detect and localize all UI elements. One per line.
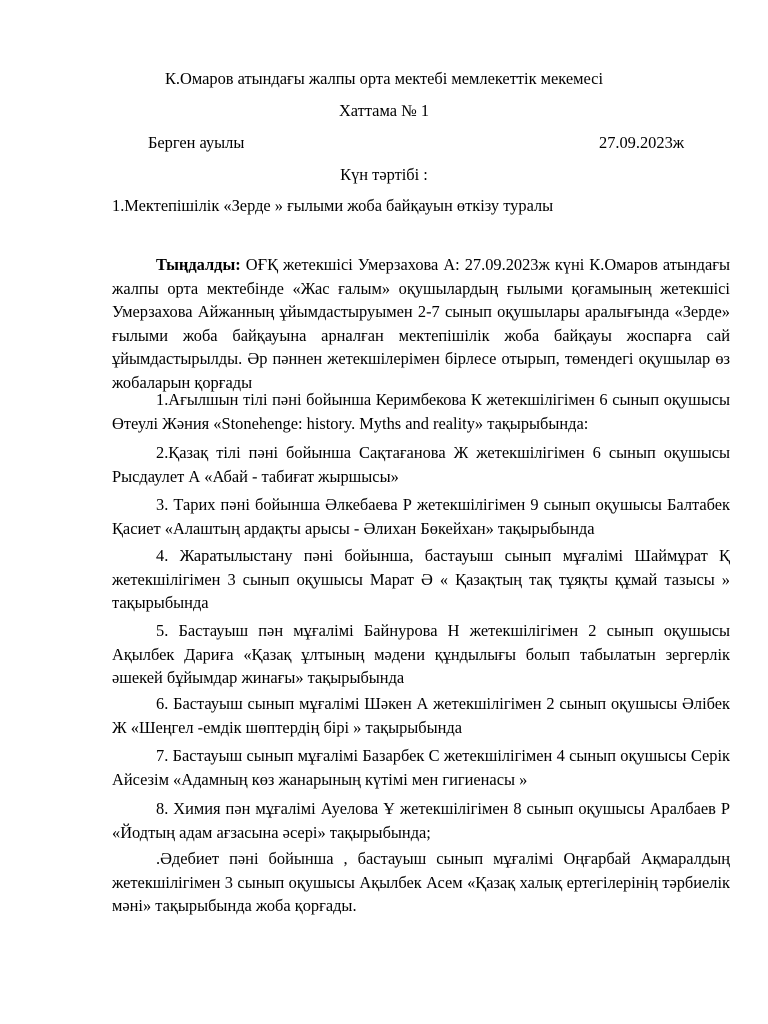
project-item: 4. Жаратылыстану пәні бойынша, бастауыш сынып мұғалімі Шаймұрат Қ жетекшілігімен 3 сынып оқушысы Марат Ә « Қазақтың тақ тұяқты құмай тазысы » тақырыбында	[112, 546, 730, 612]
agenda-title: Күн тәртібі :	[340, 165, 428, 184]
heard-paragraph	[112, 253, 730, 394]
agenda-item: 1.Мектепішілік «Зерде » ғылыми жоба байқауын өткізу туралы	[112, 196, 554, 215]
heard-label: Тыңдалды:	[156, 255, 241, 274]
project-item: .Әдебиет пәні бойынша , бастауыш сынып мұғалімі Оңғарбай Ақмаралдың жетекшілігімен 3 сынып оқушысы Ақылбек Асем «Қазақ халық ертегілерінің тәрбиелік мәні» тақырыбында жоба қорғады.	[112, 849, 730, 915]
project-item: 6. Бастауыш сынып мұғалімі Шәкен А жетекшілігімен 2 сынып оқушысы Әлібек Ж «Шеңгел -емдік шөптердің бірі » тақырыбында	[112, 694, 730, 737]
project-item: 8. Химия пән мұғалімі Ауелова Ұ жетекшілігімен 8 сынып оқушысы Аралбаев Р «Йодтың адам ағзасына әсері» тақырыбында;	[112, 799, 730, 842]
project-item: 2.Қазақ тілі пәні бойынша Сақтағанова Ж жетекшілігімен 6 сынып оқушысы Рысдаулет А «Абай - табиғат жыршысы»	[112, 443, 730, 486]
project-item: 3. Тарих пәні бойынша Әлкебаева Р жетекшілігімен 9 сынып оқушысы Балтабек Қасиет «Алаштың ардақты арысы - Әлихан Бөкейхан» тақырыбында	[112, 495, 730, 538]
protocol-date: 27.09.2023ж	[599, 133, 685, 152]
village-name: Берген ауылы	[148, 133, 245, 152]
project-item: 5. Бастауыш пән мұғалімі Байнурова Н жетекшілігімен 2 сынып оқушысы Ақылбек Дариға «Қазақ ұлтының мәдени құндылығы болып табылатын зергерлік әшекей бұйымдар жинағы» тақырыбында	[112, 621, 730, 687]
heard-text: ОҒҚ жетекшісі Умерзахова А: 27.09.2023ж күні К.Омаров атындағы жалпы орта мектебінде «Жас ғалым» оқушылардың ғылыми қоғамының жетекшісі Умерзахова Айжанның ұйымдастыруымен 2-7 сынып оқушылары аралығында «Зерде» ғылыми жоба байқауына арналған мектепішілік жоба байқауы жоспарға сай ұйымдастырылды. Әр пәннен жетекшілерімен бірлесе отырып, төмендегі оқушылар өз жобаларын қорғады	[112, 255, 730, 392]
school-name: К.Омаров атындағы жалпы орта мектебі мемлекеттік мекемесі	[164, 69, 604, 88]
project-item: 1.Ағылшын тілі пәні бойынша Керимбекова К жетекшілігімен 6 сынып оқушысы Өтеулі Жәния «Stonehenge: history. Myths and reality» тақырыбында:	[112, 390, 730, 433]
protocol-number: Хаттама № 1	[338, 101, 430, 120]
project-item: 7. Бастауыш сынып мұғалімі Базарбек С жетекшілігімен 4 сынып оқушысы Серік Айсезім «Адамның көз жанарының күтімі мен гигиенасы »	[112, 746, 730, 789]
